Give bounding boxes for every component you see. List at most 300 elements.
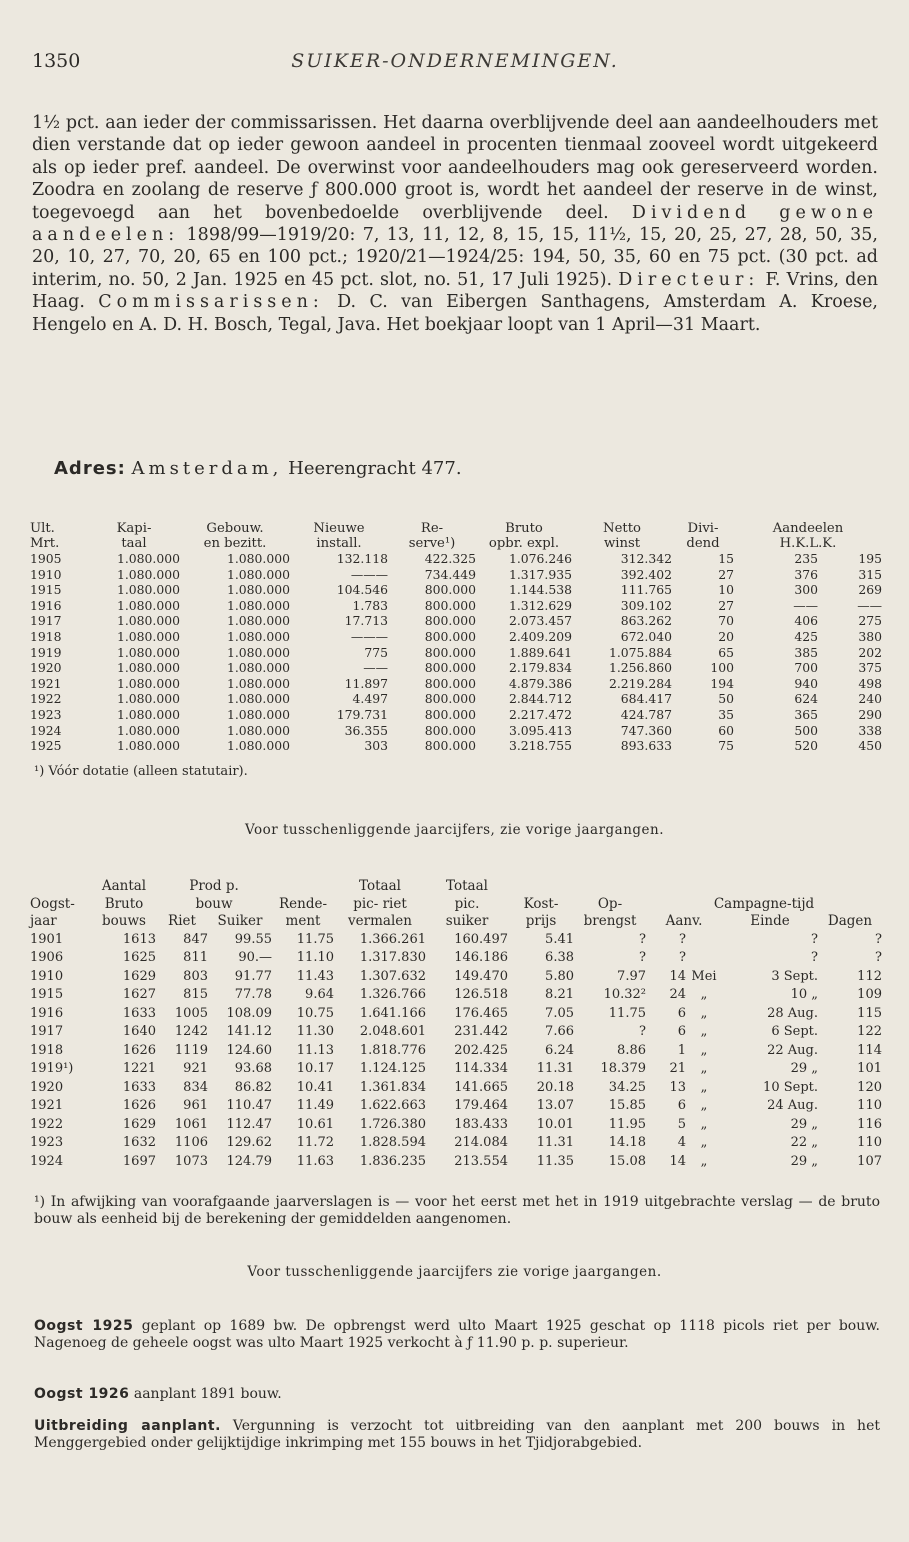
table-cell: 1923: [30, 706, 62, 722]
table-cell: 1.361.834: [359, 1079, 426, 1095]
column-header: prijs: [525, 913, 557, 929]
column-header: Campagne-tijd: [713, 895, 815, 912]
table-cell: 34.25: [608, 1079, 646, 1095]
column-header: pic.: [454, 895, 480, 912]
table-cell: 11.897: [344, 675, 388, 691]
table-cell: 498: [858, 675, 882, 691]
address-line: [54, 458, 462, 479]
table-cell: 14: [669, 968, 686, 984]
column-header: bouws: [102, 913, 146, 929]
table-cell: 1.144.538: [508, 582, 572, 598]
table-cell: 1910: [30, 968, 64, 984]
column-header: Riet: [168, 913, 196, 929]
table-cell: 86.82: [234, 1079, 272, 1095]
table-cell: 8.86: [617, 1042, 646, 1058]
table-cell: 5: [677, 1116, 686, 1132]
oogst-1925-paragraph: [34, 1318, 880, 1352]
harvest-header-row: [30, 896, 882, 914]
table-cell: 1629: [122, 968, 156, 984]
oogst-1926-text: aanplant 1891 bouw.: [129, 1386, 282, 1402]
table-cell: 3.218.755: [508, 738, 572, 754]
table-cell: 6: [677, 1024, 686, 1039]
table-cell: 36.355: [344, 722, 388, 738]
column-header: vermalen: [348, 913, 412, 929]
table-row: [30, 1060, 882, 1079]
table-cell: 520: [794, 738, 818, 754]
table-cell: 9.64: [305, 987, 334, 1002]
table-cell: 111.765: [620, 582, 672, 598]
table-cell: 1.080.000: [226, 706, 290, 722]
table-cell: 146.186: [454, 950, 508, 965]
table-cell: 29 „: [790, 1153, 818, 1169]
table-cell: 10.32²: [603, 987, 646, 1002]
table-row: [30, 691, 882, 707]
table-cell: 231.442: [454, 1024, 508, 1039]
table-cell: 940: [794, 675, 818, 691]
table-cell: 1924: [30, 1153, 64, 1169]
table-cell: 7.05: [545, 1005, 574, 1021]
table-cell: 424.787: [620, 706, 672, 722]
table-cell: 24: [669, 987, 686, 1002]
table-cell: 11.72: [296, 1135, 334, 1150]
column-header: [508, 878, 574, 896]
table-cell: 91.77: [234, 968, 272, 984]
table-cell: 202.425: [454, 1042, 508, 1058]
harvest-table-header: [30, 878, 882, 931]
table-row: [30, 629, 882, 645]
table-cell: 15.85: [608, 1098, 646, 1113]
table-cell: ——: [363, 660, 388, 676]
table-cell: 28 Aug.: [767, 1005, 818, 1021]
table-cell: 176.465: [454, 1005, 508, 1021]
column-header: Einde: [750, 913, 790, 929]
table-cell: 1626: [122, 1042, 156, 1058]
table-cell: „: [700, 1153, 708, 1169]
table-cell: 376: [794, 566, 818, 582]
table-row: [30, 1005, 882, 1024]
table-cell: 1915: [30, 987, 64, 1002]
table-cell: 100: [710, 660, 734, 676]
col-header-reserve: Re- serve¹): [408, 521, 456, 551]
col-header-nieuwe: Nieuwe install.: [313, 521, 365, 551]
table-row: [30, 931, 882, 950]
table-cell: ?: [639, 931, 646, 947]
table-cell: 1221: [122, 1061, 156, 1076]
table-cell: 1922: [30, 691, 62, 707]
table-cell: 14.18: [608, 1135, 646, 1150]
address-street: Heerengracht 477.: [288, 458, 462, 479]
table-cell: 1915: [30, 582, 62, 598]
table-cell: 1.080.000: [116, 706, 180, 722]
table-cell: 202: [858, 644, 882, 660]
table-cell: 1.080.000: [226, 644, 290, 660]
table-cell: 14: [669, 1153, 686, 1169]
table-cell: 11.43: [296, 968, 334, 984]
table-row: [30, 1023, 882, 1042]
table-cell: 11.31: [536, 1061, 574, 1076]
table-cell: 75: [718, 738, 734, 754]
table-cell: 800.000: [424, 706, 476, 722]
column-header: [686, 878, 722, 896]
table-cell: 672.040: [620, 628, 672, 644]
table-cell: 1.080.000: [116, 738, 180, 754]
table-cell: [686, 931, 722, 950]
column-header: Totaal: [446, 878, 488, 894]
table-cell: 309.102: [620, 597, 672, 613]
harvest-table: [30, 878, 882, 1171]
table-cell: 1613: [122, 931, 156, 947]
table-cell: 1920: [30, 1079, 64, 1095]
table-cell: 800.000: [424, 660, 476, 676]
table-row: [30, 613, 882, 629]
table-cell: 160.497: [454, 931, 508, 947]
oogst-1925-text: geplant op 1689 bw. De opbrengst werd ulto Maart 1925 geschat op 1118 picols riet per bouw. Nagenoeg de geheele oogst was ulto Maart 1925 verkocht à ƒ 11.90 p. p. superieur.: [34, 1318, 880, 1351]
table-cell: 1626: [122, 1098, 156, 1113]
table-cell: 2.219.284: [608, 675, 672, 691]
table-cell: 1627: [122, 987, 156, 1002]
table-cell: 392.402: [620, 566, 672, 582]
table-cell: 29 „: [790, 1116, 818, 1132]
table-cell: 1916: [30, 1005, 64, 1021]
table-cell: 114: [857, 1042, 882, 1058]
column-header: Oogst-: [30, 895, 75, 912]
table-row: [30, 723, 882, 739]
table-cell: 11.75: [608, 1005, 646, 1021]
table-row: [30, 738, 882, 754]
table-cell: 124.79: [226, 1153, 272, 1169]
uitbreiding-text: Vergunning is verzocht tot uitbreiding van den aanplant met 200 bouws in het Menggergebied onder gelijktijdige inkrimping met 155 bouws in het Tjidjorabgebied.: [34, 1418, 880, 1451]
table-cell: 1.080.000: [226, 628, 290, 644]
intro-text: 1½ pct. aan ieder der commissarissen. Het daarna overblijvende deel aan aandeelhouders met dien verstande dat op ieder gewoon aandeel in procenten tienmaal zooveel wordt uitgekeerd als op ieder pref. aandeel. De overwinst voor aandeelhouders mag ook gereserveerd worden. Zoodra en zoolang de reserve ƒ 800.000 groot is, wordt het aandeel der reserve in de winst, toegevoegd aan het bovenbedoelde overblijvende deel.: [32, 113, 878, 223]
table-cell: „: [700, 1079, 708, 1095]
table-cell: ———: [350, 628, 388, 644]
dividend-text: 1898/99—1919/20: 7, 13, 11, 12, 8, 15, 15, 11½, 15, 20, 25, 27, 28, 50, 35, 20, 10, 27, 70, 20, 65 en 100 pct.; 1920/21—1924/25: 194, 50, 35, 60 en 75 pct. (30 pct. ad interim, no. 50, 2 Jan. 1925 en 45 pct. slot, no. 51, 17 Juli 1925).: [32, 225, 878, 290]
page-number: 1350: [32, 50, 81, 72]
table-cell: 6.38: [545, 950, 574, 965]
table-cell: 684.417: [620, 691, 672, 707]
table-cell: 1.080.000: [116, 722, 180, 738]
table-cell: 1625: [122, 950, 156, 965]
table-row: [30, 660, 882, 676]
table-cell: 20.18: [536, 1079, 574, 1095]
table-cell: 1910: [30, 566, 62, 582]
table-cell: 214.084: [454, 1135, 508, 1150]
table-cell: „: [700, 1135, 708, 1150]
table-cell: 112: [857, 968, 882, 984]
table-cell: 811: [183, 950, 208, 965]
column-header: bouw: [195, 895, 233, 912]
table-cell: 1.080.000: [116, 628, 180, 644]
table-cell: 11.35: [536, 1153, 574, 1169]
table-cell: „: [700, 1098, 708, 1113]
table-cell: 1242: [174, 1024, 208, 1039]
table-cell: 4: [677, 1135, 686, 1150]
dividend-label: Dividend gewone aandeelen:: [32, 202, 878, 246]
table-cell: 5.41: [545, 931, 574, 947]
table-cell: 13.07: [536, 1098, 574, 1113]
table-cell: 21: [669, 1061, 686, 1076]
table-cell: 338: [858, 722, 882, 738]
table-cell: 893.633: [620, 738, 672, 754]
table-cell: 1.726.380: [359, 1116, 426, 1132]
table-cell: 1922: [30, 1116, 64, 1132]
table-cell: 124.60: [226, 1042, 272, 1058]
table-cell: 803: [183, 968, 208, 984]
table-cell: 93.68: [234, 1061, 272, 1076]
table-cell: 116: [857, 1116, 882, 1132]
table-cell: 1629: [122, 1116, 156, 1132]
table-cell: 22 Aug.: [767, 1042, 818, 1058]
column-header: [646, 878, 686, 896]
table-cell: ——: [857, 597, 882, 613]
table-cell: 99.55: [234, 931, 272, 947]
table-cell: 107: [857, 1153, 882, 1169]
table-cell: 775: [364, 644, 388, 660]
table-cell: 1.080.000: [226, 566, 290, 582]
table-cell: 269: [858, 582, 882, 598]
column-header: [30, 878, 92, 896]
table-cell: 1.783: [352, 597, 388, 613]
table-cell: 1.080.000: [226, 738, 290, 754]
table-cell: 1923: [30, 1135, 64, 1150]
table-cell: 1073: [174, 1153, 208, 1169]
column-header: Dagen: [827, 913, 873, 929]
table-cell: 1.889.641: [508, 644, 572, 660]
table-cell: 1.080.000: [116, 566, 180, 582]
table-cell: 10 „: [790, 987, 818, 1002]
table-cell: 1905: [30, 551, 62, 566]
table-cell: 120: [857, 1079, 882, 1095]
table-cell: 1.366.261: [359, 931, 426, 947]
table-cell: 1640: [122, 1024, 156, 1039]
harvest-table-body: [30, 931, 882, 1172]
table-row: [30, 567, 882, 583]
table-cell: 108.09: [226, 1005, 272, 1021]
table-cell: 7.66: [545, 1024, 574, 1039]
table-cell: 1.080.000: [226, 582, 290, 598]
table-cell: 1924: [30, 722, 62, 738]
table-cell: 1.836.235: [359, 1153, 426, 1169]
col-header-kapitaal: Kapi- taal: [116, 521, 152, 551]
table-row: [30, 551, 882, 567]
table-cell: „: [700, 1061, 708, 1076]
table-row: [30, 598, 882, 614]
column-header: [818, 878, 882, 896]
table-cell: 1061: [174, 1116, 208, 1132]
table-row: [30, 1116, 882, 1135]
column-header: Aanv.: [665, 913, 703, 929]
commissarissen-text: D. C. van Eibergen Santhagens, Amsterdam A. Kroese, Hengelo en A. D. H. Bosch, Tegal, Java. Het boekjaar loopt van 1 April—31 Maart.: [32, 292, 878, 335]
table-cell: 109: [857, 987, 882, 1002]
address-label: Adres:: [54, 458, 126, 479]
table-cell: 183.433: [454, 1116, 508, 1132]
table-cell: 1.080.000: [116, 644, 180, 660]
table-row: [30, 949, 882, 968]
table-cell: 800.000: [424, 597, 476, 613]
table-cell: 1.256.860: [608, 660, 672, 676]
table-cell: 1633: [122, 1079, 156, 1095]
table-cell: [686, 949, 722, 968]
table-cell: 406: [794, 613, 818, 629]
table-cell: 11.30: [296, 1024, 334, 1039]
column-header: Kost-: [523, 895, 559, 912]
table-row: [30, 1134, 882, 1153]
table-cell: 114.334: [454, 1061, 508, 1076]
table-cell: 815: [183, 987, 208, 1002]
table-cell: 65: [718, 644, 734, 660]
table-row: [30, 968, 882, 987]
table-cell: 1921: [30, 675, 62, 691]
table-cell: 126.518: [454, 987, 508, 1002]
table-cell: 1633: [122, 1005, 156, 1021]
oogst-1926-paragraph: [34, 1386, 880, 1403]
table-cell: 11.95: [608, 1116, 646, 1132]
table-cell: ?: [679, 931, 686, 947]
table-cell: 315: [858, 566, 882, 582]
column-header: Totaal: [359, 878, 401, 894]
table-row: [30, 707, 882, 723]
table-cell: „: [700, 987, 708, 1002]
table-cell: 4.879.386: [508, 675, 572, 691]
table-cell: 1632: [122, 1135, 156, 1150]
column-header: Rende-: [278, 895, 328, 912]
table-cell: 834: [183, 1079, 208, 1095]
table-cell: 141.665: [454, 1079, 508, 1095]
table-cell: 10.17: [296, 1061, 334, 1076]
col-header-ult: Ult. Mrt.: [30, 521, 60, 551]
table-cell: 11.75: [296, 931, 334, 947]
table-cell: 20: [718, 628, 734, 644]
table-cell: 1918: [30, 1042, 64, 1058]
table-cell: 10.41: [296, 1079, 334, 1095]
table-cell: ?: [811, 950, 818, 965]
table-cell: 141.12: [226, 1024, 272, 1039]
col-header-netto: Netto winst: [603, 521, 641, 551]
table-row: [30, 1153, 882, 1172]
financial-table-footnote: ¹) Vóór dotatie (alleen statutair).: [34, 764, 248, 779]
table-cell: 11.49: [296, 1098, 334, 1113]
table-cell: 1.080.000: [226, 551, 290, 566]
table-cell: 179.464: [454, 1098, 508, 1113]
table-cell: 300: [794, 582, 818, 598]
table-cell: 1.080.000: [226, 722, 290, 738]
table-cell: 1.317.830: [359, 950, 426, 965]
table-cell: 863.262: [620, 613, 672, 629]
table-cell: 27: [718, 597, 734, 613]
table-cell: ?: [811, 931, 818, 947]
table-cell: 312.342: [620, 551, 672, 566]
table-row: [30, 582, 882, 598]
table-cell: ——: [793, 597, 818, 613]
table-cell: 275: [858, 613, 882, 629]
table-cell: 800.000: [424, 644, 476, 660]
table-cell: 2.073.457: [508, 613, 572, 629]
table-cell: 11.63: [296, 1153, 334, 1169]
table-cell: „: [700, 1024, 708, 1039]
address-city: Amsterdam,: [131, 458, 283, 479]
table-cell: 1.080.000: [226, 691, 290, 707]
table-cell: 3 Sept.: [771, 968, 818, 984]
table-cell: 747.360: [620, 722, 672, 738]
table-cell: 380: [858, 628, 882, 644]
table-cell: 1917: [30, 1024, 64, 1039]
table-cell: 115: [857, 1005, 882, 1021]
table-cell: 22 „: [790, 1135, 818, 1150]
column-header: brengst: [583, 913, 637, 929]
table-cell: 1.080.000: [116, 597, 180, 613]
table-cell: 290: [858, 706, 882, 722]
table-row: [30, 676, 882, 692]
table-row: [30, 1079, 882, 1098]
table-row: [30, 645, 882, 661]
table-cell: 1.080.000: [116, 613, 180, 629]
table-cell: 6: [677, 1005, 686, 1021]
table-cell: 10.75: [296, 1005, 334, 1021]
table-cell: 15.08: [608, 1153, 646, 1169]
column-header: ment: [285, 913, 321, 929]
harvest-table-footnote: ¹) In afwijking van voorafgaande jaarverslagen is — voor het eerst met het in 1919 uitgebrachte verslag — de bruto bouw als eenheid bij de berekening der gemiddelden aangenomen.: [34, 1194, 880, 1227]
table-cell: 101: [857, 1061, 882, 1076]
table-cell: 1921: [30, 1098, 64, 1113]
financial-table-header: [30, 522, 882, 551]
table-cell: 800.000: [424, 582, 476, 598]
table-cell: ?: [679, 950, 686, 965]
table-cell: 1119: [174, 1042, 208, 1058]
table-cell: 6 Sept.: [771, 1024, 818, 1039]
table-cell: 35: [718, 706, 734, 722]
table-cell: 10.01: [536, 1116, 574, 1132]
column-header: [722, 878, 818, 896]
table-cell: 425: [794, 628, 818, 644]
table-cell: 800.000: [424, 691, 476, 707]
page-header: [32, 50, 878, 80]
table-cell: 1.828.594: [359, 1135, 426, 1150]
table-cell: 90.—: [238, 950, 272, 965]
table-cell: 1916: [30, 597, 62, 613]
column-header: [272, 878, 334, 896]
table-cell: 110.47: [226, 1098, 272, 1113]
table-cell: 1106: [174, 1135, 208, 1150]
table-cell: 1925: [30, 738, 62, 754]
table-cell: 7.97: [617, 968, 646, 984]
table-cell: 1.317.935: [508, 566, 572, 582]
table-cell: 1697: [122, 1153, 156, 1169]
table-cell: 194: [710, 675, 734, 691]
table-cell: 1.080.000: [226, 613, 290, 629]
table-cell: 1919¹): [30, 1061, 74, 1076]
table-cell: 365: [794, 706, 818, 722]
table-cell: 6.24: [545, 1042, 574, 1058]
table-cell: 10.61: [296, 1116, 334, 1132]
table-cell: 6: [677, 1098, 686, 1113]
table-cell: 961: [183, 1098, 208, 1113]
table-cell: 303: [364, 738, 388, 754]
oogst-1926-label: Oogst 1926: [34, 1386, 130, 1402]
commissarissen-label: Commissarissen:: [98, 292, 324, 313]
table-cell: 110: [857, 1098, 882, 1113]
table-cell: 800.000: [424, 628, 476, 644]
uitbreiding-label: Uitbreiding aanplant.: [34, 1418, 221, 1434]
table-cell: ?: [875, 931, 882, 947]
table-cell: 18.379: [600, 1061, 646, 1076]
running-title: SUIKER-ONDERNEMINGEN.: [291, 50, 619, 72]
table-cell: 179.731: [336, 706, 388, 722]
table-cell: 149.470: [454, 968, 508, 984]
table-cell: 700: [794, 660, 818, 676]
table-cell: 112.47: [226, 1116, 272, 1132]
col-header-gebouw: Gebouw. en bezitt.: [203, 521, 267, 551]
intro-paragraph: [32, 112, 878, 336]
